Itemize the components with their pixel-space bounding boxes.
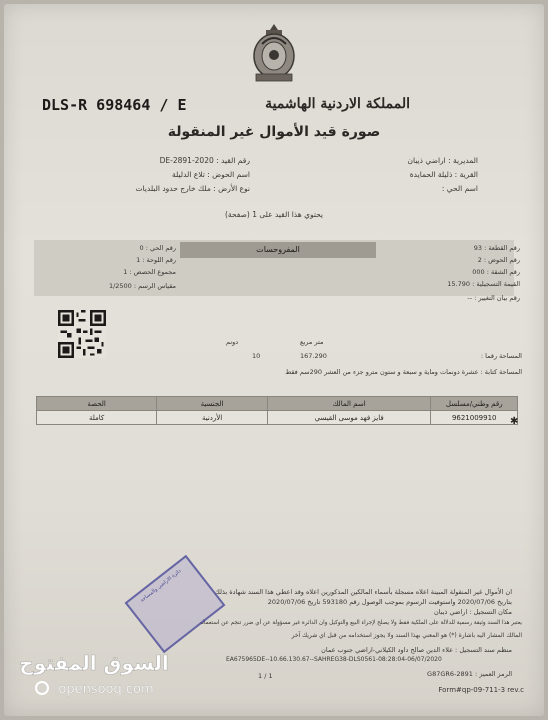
kingdom-title: المملكة الاردنية الهاشمية [265,96,410,112]
registered-value: القيمة التسجيلية : 15.790 [447,280,520,288]
table-row [37,411,518,425]
qr-code-icon [58,310,106,358]
owner-national-id: 9621009910 [431,411,518,425]
block-number: رقم الحوض : 2 [477,256,520,264]
directorate-field: المديرية : اراضي ذيبان [407,156,478,165]
map-scale: مقياس الرسم : 1/2500 [108,282,176,290]
ownership-header: المفروحسات [180,242,376,258]
basin-name-field: اسم الحوض : تلاع الدليلة [172,170,250,179]
svg-text:opensooq.com: opensooq.com [58,682,154,697]
apartment-number: رقم الشقة : 000 [472,268,520,276]
verification-hash: EA675965DE--10.66.130.67--SAHREG38-DLS0561-08:28:04-06/07/2020 [226,656,442,663]
header-share: الحصة [37,397,157,411]
pages-note: يحتوي هذا القيد على 1 (صفحة) [224,210,324,219]
code-label: الرمز العميز : 2891-G87GR6 [427,670,512,678]
form-number: Form#qp-09-711-3 rev.c [438,686,524,694]
header-owner-name: اسم المالك [267,397,431,411]
village-field: القرية : ذليلة الحمايدة [409,170,478,179]
owner-marker-star-icon: ✱ [510,416,519,427]
prepared-by: منظم سند التسجيل : علاء الدين صالح داود الكيلاني-اراضي جنوب عمان [321,646,512,654]
serial-number: DLS-R 698464 / E [42,96,187,114]
owners-table-header [37,397,518,411]
owners-table [36,396,518,425]
district-number: رقم الحي : 0 [139,244,176,252]
document-title: صورة قيد الأموال غير المنقولة [167,124,381,140]
sqm-value: 167.290 [300,352,327,360]
area-numeric-label: المساحة رقما : [480,352,522,360]
sqm-label: متر مربع [300,338,324,346]
record-number-field: رقم القيد : 2020-DE-2891 [159,156,250,165]
owner-name: فايز فهد موسى القيسي [267,411,431,425]
registration-office: مكان التسجيل : اراضي ذيبان [433,608,512,616]
change-statement: رقم بيان التغيير : -- [467,294,520,302]
land-type-field: نوع الأرض : ملك خارج حدود البلديات [135,184,250,193]
page-count: 1 / 1 [258,672,273,680]
dunum-value: 10 [252,352,261,360]
note-owner-marker: المالك المشار اليه باشارة (*) هو المعني بهذا السند ولا يجوز استخدامه من قبل اي شريك آخر [291,632,522,639]
note-official-document: يعتبر هذا السند وثيقة رسمية للدلالة على الملكية فقط ولا يصلح لإجراء البيع والتوكيل وان الدائرة غير مسؤولة عن أي ضرر تنجم عن استعماله [199,620,522,626]
stamp-text: دائرة الاراضي والمساحة [139,568,183,604]
header-nationality: الجنسية [157,397,268,411]
header-national-id: رقم وطني/مسلسل [431,397,518,411]
jordan-crest-icon [248,22,300,86]
area-written: المساحة كتابة : عشرة دونمات وماية و سبعة و ستون مترو جزء من العشر 290سم فقط [285,368,522,376]
dunum-label: دونم [226,338,239,346]
owner-nationality: الأردنية [157,411,268,425]
board-number: رقم اللوحة : 1 [136,256,176,264]
plot-number: رقم القطعة : 93 [473,244,520,252]
owner-share: كاملة [37,411,157,425]
district-field: اسم الحي : [441,184,478,193]
opensooq-watermark-logo [14,644,174,700]
shares-total: مجموع الحصص : 1 [123,268,176,276]
certification-line-2: بتاريخ 2020/07/06 واستوفيت الرسوم بموجب الوصول رقم 593180 تاريخ 2020/07/06 [267,598,512,606]
svg-text:السوق المفتوح: السوق المفتوح [19,651,169,675]
certification-line-1: ان الأموال غير المنقولة المبينة اعلاه مسجلة بأسماء المالكين المذكورين اعلاه وقد اعطي هذا السند شهادة بذلك [214,588,512,596]
